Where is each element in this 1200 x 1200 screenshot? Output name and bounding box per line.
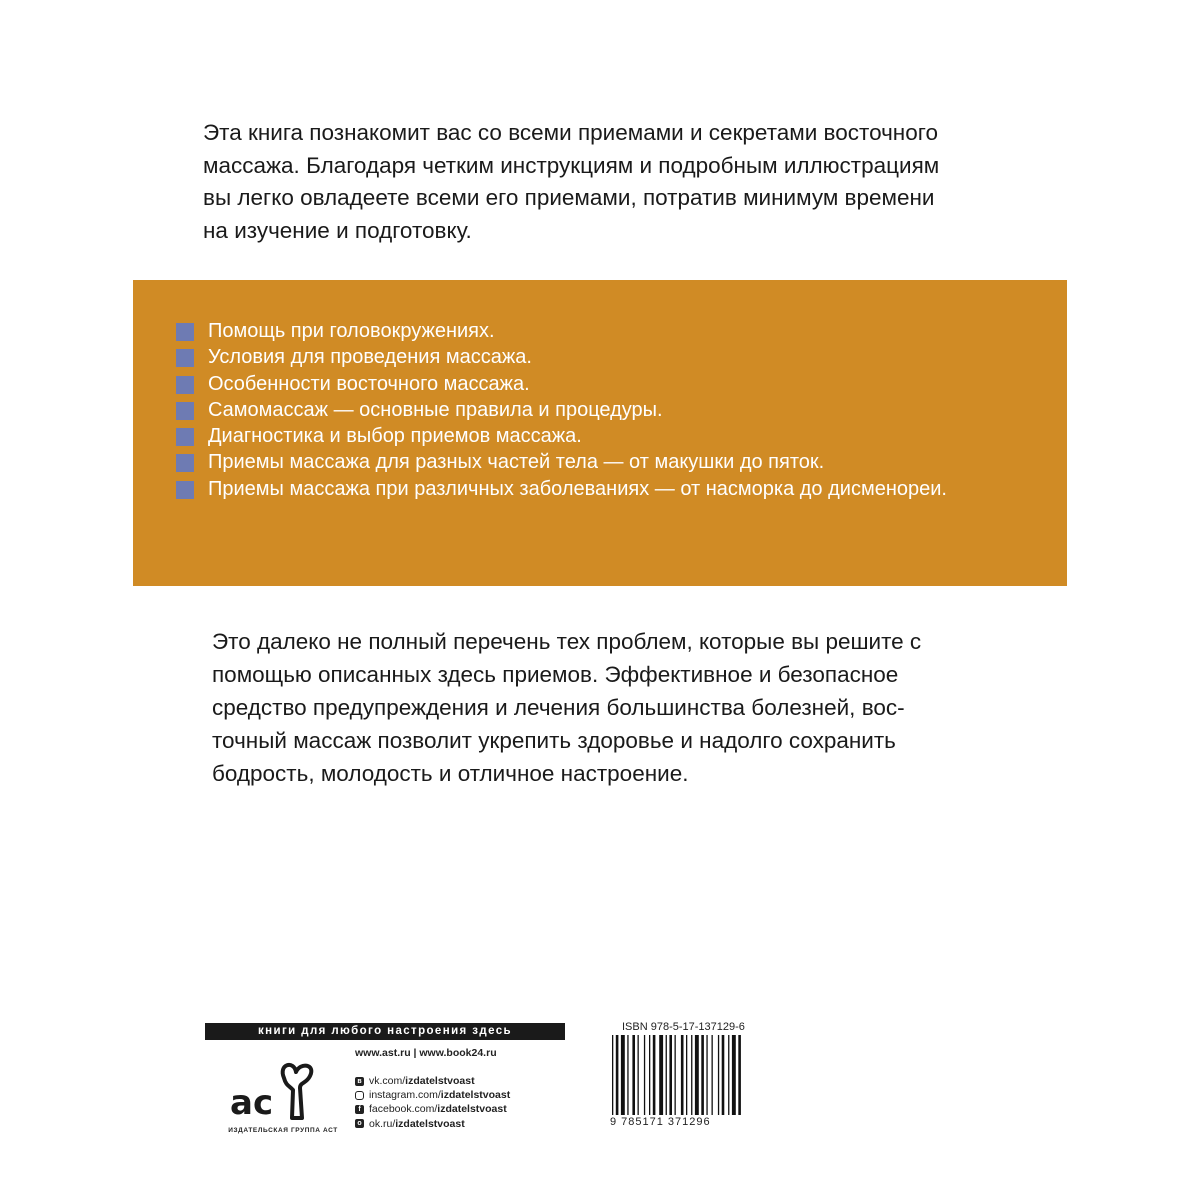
- barcode-bar: [718, 1035, 719, 1115]
- social-prefix: instagram.com/: [369, 1089, 441, 1102]
- social-prefix: vk.com/: [369, 1075, 406, 1087]
- isbn-label: ISBN 978-5-17-137129-6: [622, 1021, 745, 1033]
- social-handle: izdatelstvoast: [440, 1089, 511, 1102]
- outro-line: точный массаж позволит укрепить здоровье и надолго сохранить: [212, 728, 896, 753]
- square-bullet-icon: [176, 481, 194, 499]
- barcode-bar: [644, 1035, 645, 1115]
- intro-line: на изучение и подготовку.: [203, 217, 472, 243]
- square-bullet-icon: [176, 402, 194, 420]
- outro-line: помощью описанных здесь приемов. Эффективное и безопасное: [212, 662, 899, 687]
- barcode-bar: [659, 1035, 663, 1115]
- social-prefix: ok.ru/: [369, 1117, 396, 1130]
- instagram-icon: [355, 1091, 364, 1100]
- publisher-logo: [222, 1058, 332, 1148]
- feature-label: Приемы массажа для разных частей тела — от макушки до пяток.: [208, 451, 825, 474]
- barcode-bar: [638, 1035, 639, 1115]
- barcode-bar: [738, 1035, 741, 1115]
- intro-line: Эта книга познакомит вас со всеми приемами и секретами восточного: [203, 120, 938, 145]
- social-handle: izdatelstvoast: [405, 1075, 475, 1087]
- barcode-bar: [666, 1035, 667, 1115]
- logo-caption: ИЗДАТЕЛЬСКАЯ ГРУППА АСТ: [228, 1127, 338, 1134]
- ok-icon: о: [355, 1119, 364, 1128]
- feature-label: Помощь при головокружениях.: [208, 320, 495, 342]
- feature-label: Особенности восточного массажа.: [208, 372, 530, 395]
- social-handle: izdatelstvoast: [437, 1103, 507, 1116]
- intro-paragraph: [203, 117, 1003, 247]
- ast-logo-icon: [222, 1058, 332, 1128]
- square-bullet-icon: [176, 349, 194, 367]
- barcode-bar: [649, 1035, 650, 1115]
- barcode-bar: [669, 1035, 672, 1115]
- square-bullet-icon: [176, 376, 194, 394]
- feature-item: [176, 423, 947, 449]
- feature-band: [133, 280, 1067, 586]
- social-links: [355, 1074, 510, 1131]
- barcode-bar: [681, 1035, 684, 1115]
- feature-item: [176, 476, 947, 502]
- outro-paragraph: [212, 625, 1002, 790]
- barcode-digits: 9 785171 371296: [610, 1116, 711, 1128]
- social-link[interactable]: [355, 1117, 510, 1131]
- barcode-bar: [695, 1035, 699, 1115]
- feature-item: [176, 344, 947, 370]
- barcode-bar: [632, 1035, 635, 1115]
- feature-label: Приемы массажа при различных заболеваниях — от насморка до дисменореи.: [208, 477, 947, 500]
- square-bullet-icon: [176, 428, 194, 446]
- outro-line: средство предупреждения и лечения большинства болезней, вос-: [212, 695, 905, 720]
- feature-item: [176, 371, 947, 397]
- barcode-bar: [691, 1035, 692, 1115]
- barcode-bar: [732, 1035, 736, 1115]
- feature-list: [176, 318, 947, 502]
- intro-line: вы легко овладеете всеми его приемами, потратив минимум времени: [203, 185, 935, 210]
- feature-label: Самомассаж — основные правила и процедуры.: [208, 398, 663, 421]
- social-link[interactable]: [355, 1102, 510, 1116]
- social-prefix: facebook.com/: [369, 1103, 438, 1116]
- barcode-bar: [653, 1035, 656, 1115]
- barcode-bar: [627, 1035, 628, 1115]
- social-link[interactable]: [355, 1088, 510, 1102]
- barcode-bar: [722, 1035, 725, 1115]
- facebook-icon: f: [355, 1105, 364, 1114]
- barcode-bar: [706, 1035, 707, 1115]
- barcode-bar: [712, 1035, 713, 1115]
- barcode-bar: [701, 1035, 704, 1115]
- barcode-bar: [675, 1035, 676, 1115]
- barcode-bar: [621, 1035, 625, 1115]
- feature-item: [176, 449, 947, 475]
- feature-item: [176, 397, 947, 423]
- barcode-bar: [612, 1035, 613, 1115]
- square-bullet-icon: [176, 454, 194, 472]
- outro-line: Это далеко не полный перечень тех проблем, которые вы решите с: [212, 629, 922, 654]
- outro-line: бодрость, молодость и отличное настроение.: [212, 761, 689, 786]
- publisher-tagline: книги для любого настроения здесь: [205, 1023, 565, 1040]
- barcode-bar: [616, 1035, 619, 1115]
- barcode-bar: [686, 1035, 687, 1115]
- feature-label: Диагностика и выбор приемов массажа.: [208, 425, 582, 448]
- vk-icon: в: [355, 1077, 364, 1086]
- social-handle: izdatelstvoast: [395, 1117, 465, 1130]
- feature-label: Условия для проведения массажа.: [208, 346, 532, 369]
- barcode-bar: [728, 1035, 729, 1115]
- social-link[interactable]: [355, 1074, 510, 1088]
- svg-text:ас: ас: [230, 1083, 274, 1123]
- intro-line: массажа. Благодаря четким инструкциям и подробным иллюстрациям: [203, 152, 940, 178]
- feature-item: [176, 318, 947, 344]
- square-bullet-icon: [176, 323, 194, 341]
- barcode-icon: [610, 1035, 762, 1115]
- website-links[interactable]: www.ast.ru | www.book24.ru: [355, 1047, 497, 1059]
